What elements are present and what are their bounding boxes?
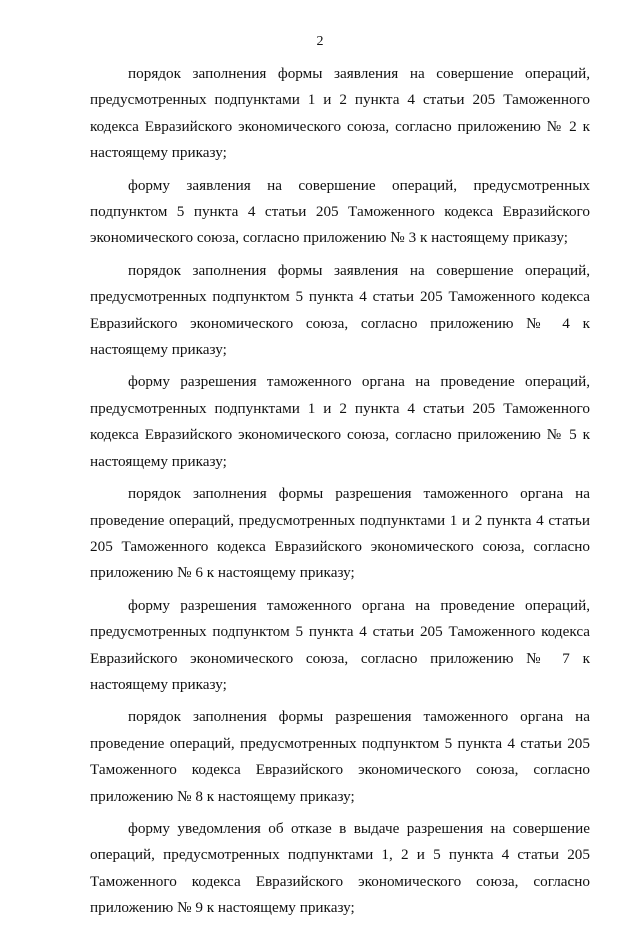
paragraph-6: форму разрешения таможенного органа на проведение операций, предусмотренных подпунктом 5 пункта 4 статьи 205 Таможенного кодекса Евразийского экономического союза, согласно приложению № 7 к настоящему приказу; <box>90 596 590 693</box>
paragraph-8: форму уведомления об отказе в выдаче разрешения на совершение операций, предусмотренных подпунктами 1, 2 и 5 пункта 4 статьи 205 Таможенного кодекса Евразийского экономического союза, согласно приложению № 9 к настоящему приказу; <box>90 819 590 917</box>
paragraph-3: порядок заполнения формы заявления на совершение операций, предусмотренных подпунктом 5 пункта 4 статьи 205 Таможенного кодекса Евразийского экономического союза, согласно приложению № 4 к настоящему приказу; <box>90 261 590 359</box>
paragraph-4: форму разрешения таможенного органа на проведение операций, предусмотренных подпунктами 1 и 2 пункта 4 статьи 205 Таможенного кодекса Евразийского экономического союза, согласно приложению № 5 к настоящему приказу; <box>90 373 590 470</box>
paragraph-1: порядок заполнения формы заявления на совершение операций, предусмотренных подпунктами 1 и 2 пункта 4 статьи 205 Таможенного кодекса Евразийского экономического союза, согласно приложению № 2 к настоящему приказу; <box>90 65 590 162</box>
page-number: 2 <box>316 34 324 49</box>
paragraph-2: форму заявления на совершение операций, предусмотренных подпунктом 5 пункта 4 статьи 205 Таможенного кодекса Евразийского экономического союза, согласно приложению № 3 к настоящему приказу; <box>90 176 590 247</box>
paragraph-7: порядок заполнения формы разрешения таможенного органа на проведение операций, предусмотренных подпунктом 5 пункта 4 статьи 205 Таможенного кодекса Евразийского экономического союза, согласно приложению № 8 к настоящему приказу; <box>90 708 590 805</box>
document-body <box>90 61 590 928</box>
paragraph-5: порядок заполнения формы разрешения таможенного органа на проведение операций, предусмотренных подпунктами 1 и 2 пункта 4 статьи 205 Таможенного кодекса Евразийского экономического союза, согласно приложению № 6 к настоящему приказу; <box>90 485 590 582</box>
